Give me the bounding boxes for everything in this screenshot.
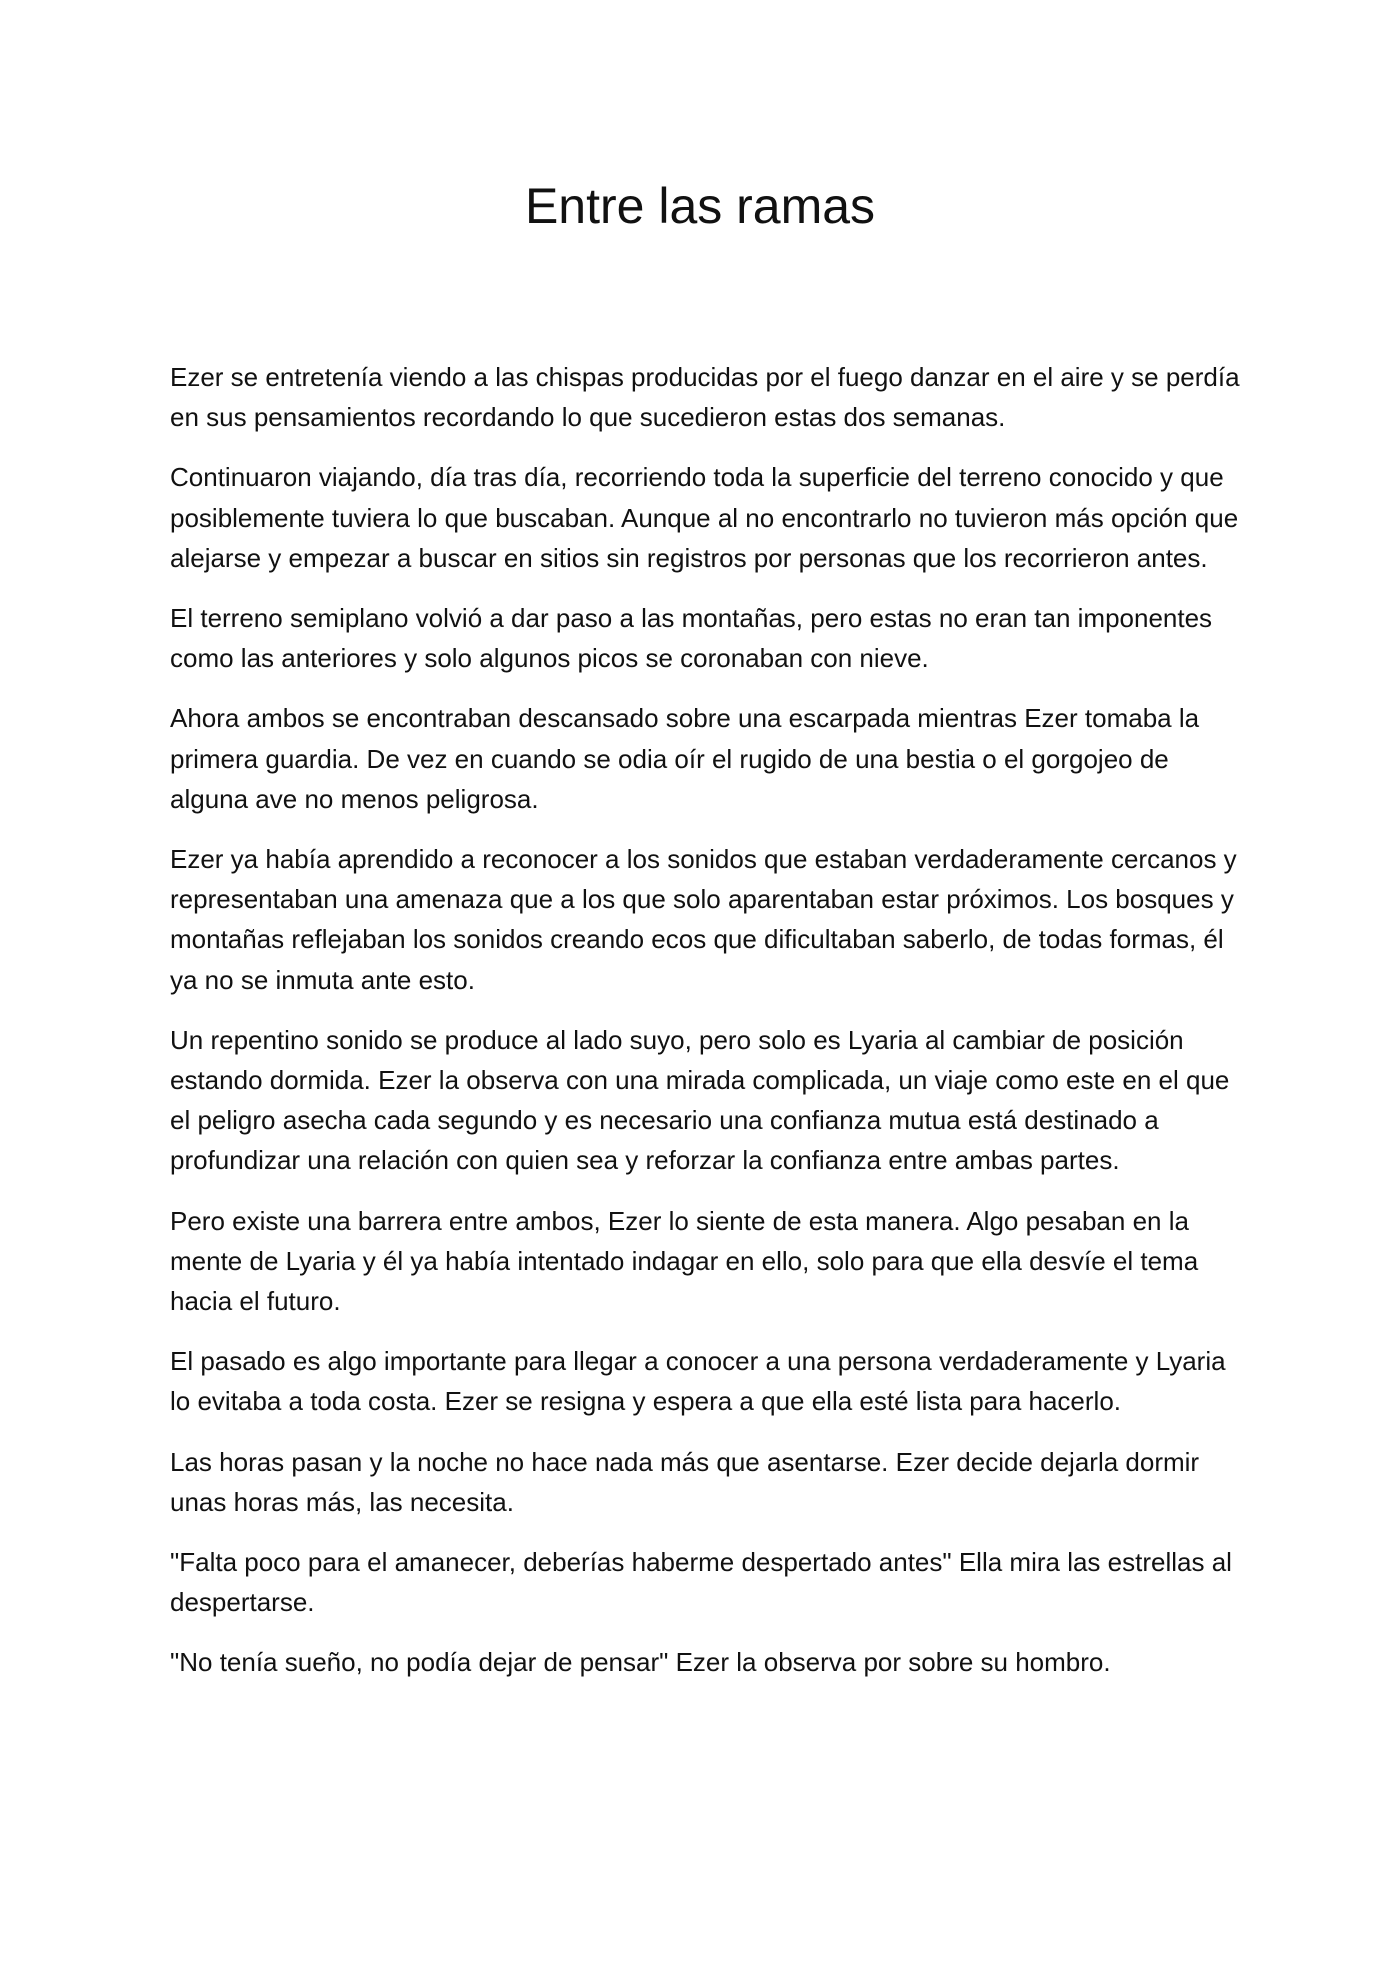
paragraph: El terreno semiplano volvió a dar paso a las montañas, pero estas no eran tan imponentes como las anteriores y solo algunos picos se coronaban con nieve. — [170, 603, 1213, 674]
paragraph: Un repentino sonido se produce al lado suyo, pero solo es Lyaria al cambiar de posición estando dormida. Ezer la observa con una mirada complicada, un viaje como este en el que el peligro asecha cada segundo y es necesario una confianza mutua está destinado a profundizar una relación con quien sea y reforzar la confianza entre ambas partes. — [170, 1024, 1230, 1176]
paragraph: Pero existe una barrera entre ambos, Ezer lo siente de esta manera. Algo pesaban en la mente de Lyaria y él ya había intentado indagar en ello, solo para que ella desvíe el tema hacia el futuro. — [170, 1205, 1199, 1317]
paragraph: Ahora ambos se encontraban descansado sobre una escarpada mientras Ezer tomaba la primera guardia. De vez en cuando se odia oír el rugido de una bestia o el gorgojeo de alguna ave no menos peligrosa. — [170, 703, 1200, 814]
paragraph: "Falta poco para el amanecer, deberías haberme despertado antes" Ella mira las estrellas al despertarse. — [170, 1547, 1232, 1618]
paragraph: Ezer ya había aprendido a reconocer a los sonidos que estaban verdaderamente cercanos y representaban una amenaza que a los que solo aparentaban estar próximos. Los bosques y montañas reflejaban los sonidos creando ecos que dificultaban saberlo, de todas formas, él ya no se inmuta ante esto. — [170, 844, 1237, 995]
paragraph: Las horas pasan y la noche no hace nada más que asentarse. Ezer decide dejarla dormir unas horas más, las necesita. — [170, 1446, 1200, 1517]
paragraph: El pasado es algo importante para llegar a conocer a una persona verdaderamente y Lyaria lo evitaba a toda costa. Ezer se resigna y espera a que ella esté lista para hacerlo. — [170, 1346, 1226, 1417]
paragraph: "No tenía sueño, no podía dejar de pensar" Ezer la observa por sobre su hombro. — [170, 1647, 1111, 1678]
page-title: Entre las ramas — [524, 178, 876, 234]
paragraph: Ezer se entretenía viendo a las chispas producidas por el fuego danzar en el aire y se perdía en sus pensamientos recordando lo que sucedieron estas dos semanas. — [170, 362, 1240, 433]
document-body — [170, 357, 1245, 1703]
paragraph: Continuaron viajando, día tras día, recorriendo toda la superficie del terreno conocido y que posiblemente tuviera lo que buscaban. Aunque al no encontrarlo no tuvieron más opción que alejarse y empezar a buscar en sitios sin registros por personas que los recorrieron antes. — [170, 462, 1239, 573]
